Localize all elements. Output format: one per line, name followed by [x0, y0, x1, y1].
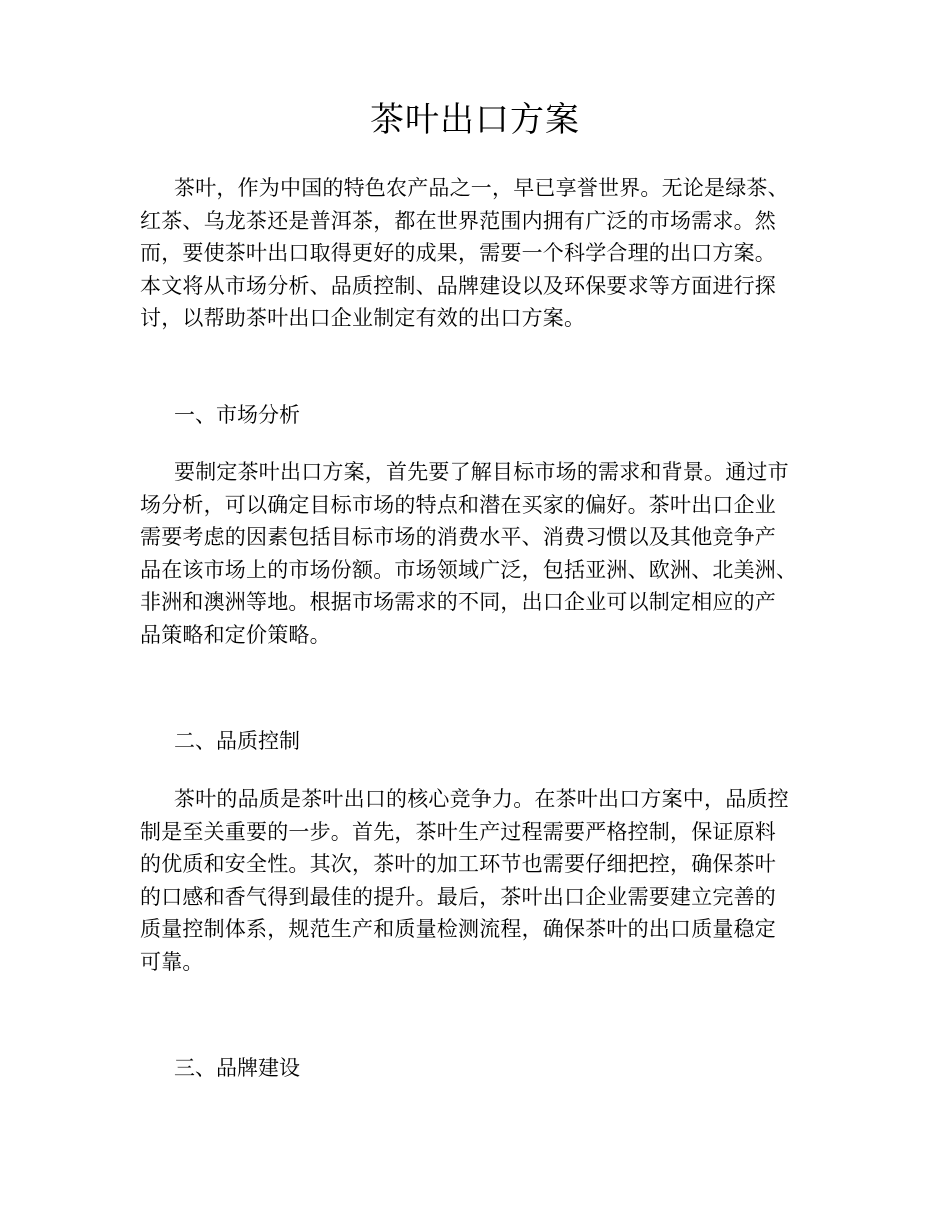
paragraph-line: 品策略和定价策略。: [140, 622, 331, 647]
paragraph-line: 制是至关重要的一步。首先，茶叶生产过程需要严格控制，保证原料: [140, 819, 776, 844]
paragraph-line: 需要考虑的因素包括目标市场的消费水平、消费习惯以及其他竞争产: [140, 525, 776, 550]
paragraph-line: 质量控制体系，规范生产和质量检测流程，确保茶叶的出口质量稳定: [140, 917, 776, 942]
section-heading-quality-control: 二、品质控制: [174, 729, 300, 753]
paragraph-line: 本文将从市场分析、品质控制、品牌建设以及环保要求等方面进行探: [140, 273, 776, 298]
paragraph-line: 可靠。: [140, 949, 204, 974]
paragraph-line: 的口感和香气得到最佳的提升。最后，茶叶出口企业需要建立完善的: [140, 884, 776, 909]
paragraph-line: 非洲和澳洲等地。根据市场需求的不同，出口企业可以制定相应的产: [140, 590, 776, 615]
intro-paragraph: [140, 172, 820, 335]
paragraph-line: 茶叶，作为中国的特色农产品之一，早已享誉世界。无论是绿茶、: [174, 176, 789, 200]
paragraph-line: 要制定茶叶出口方案，首先要了解目标市场的需求和背景。通过市: [174, 460, 789, 484]
paragraph-line: 品在该市场上的市场份额。市场领域广泛，包括亚洲、欧洲、北美洲、: [140, 557, 798, 582]
paragraph-line: 讨，以帮助茶叶出口企业制定有效的出口方案。: [140, 306, 586, 331]
document-title: 茶叶出口方案: [370, 100, 580, 140]
paragraph-line: 场分析，可以确定目标市场的特点和潜在买家的偏好。茶叶出口企业: [140, 492, 776, 517]
section-heading-brand-building: 三、品牌建设: [174, 1056, 300, 1080]
market-analysis-paragraph: [140, 456, 820, 652]
paragraph-line: 茶叶的品质是茶叶出口的核心竞争力。在茶叶出口方案中，品质控: [174, 787, 789, 811]
paragraph-line: 红茶、乌龙茶还是普洱茶，都在世界范围内拥有广泛的市场需求。然: [140, 208, 776, 233]
section-heading-market-analysis: 一、市场分析: [174, 403, 300, 427]
paragraph-line: 的优质和安全性。其次，茶叶的加工环节也需要仔细把控，确保茶叶: [140, 852, 776, 877]
paragraph-line: 而，要使茶叶出口取得更好的成果，需要一个科学合理的出口方案。: [140, 241, 776, 266]
quality-control-paragraph: [140, 783, 820, 979]
